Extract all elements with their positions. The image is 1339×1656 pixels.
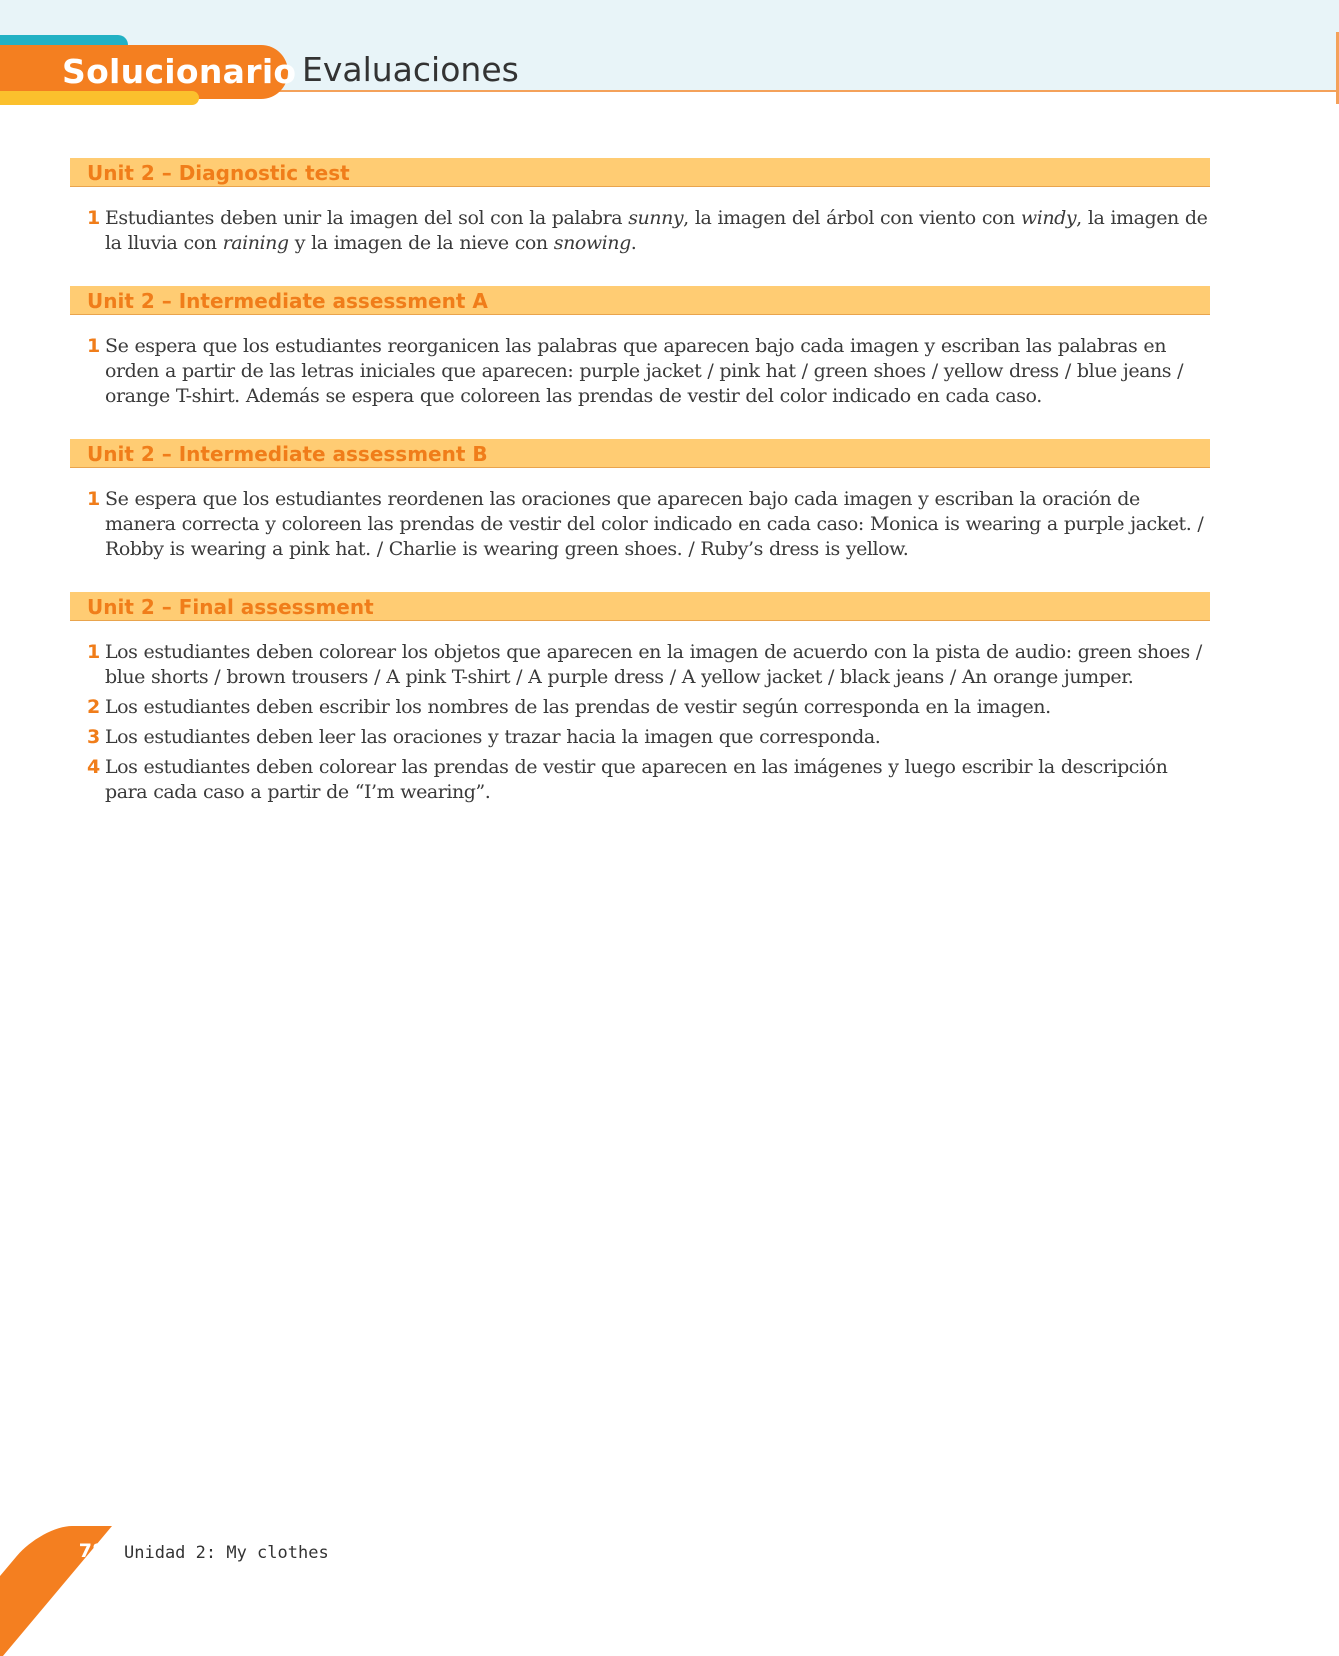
- answer-number: 2: [87, 696, 101, 718]
- unit-final-assessment: [70, 592, 1210, 805]
- answer-text: Se espera que los estudiantes reordenen las oraciones que aparecen bajo cada imagen y escriban la oración de manera correcta y coloreen las prendas de vestir del color indicado en cada caso: Monica is wearing a purple jacket. / Robby is wearing a pink hat. / Charlie is wearing green shoes. / Ruby’s dress is yellow.: [105, 488, 1204, 560]
- answer-item: [87, 640, 1210, 690]
- unit-heading: Unit 2 – Intermediate assessment B: [70, 439, 1210, 468]
- answer-text: Los estudiantes deben colorear los objetos que aparecen en la imagen de acuerdo con la pista de audio: green shoes / blue shorts / brown trousers / A pink T-shirt / A purple dress / A yellow jacket / black jeans / An orange jumper.: [105, 641, 1202, 688]
- unit-diagnostic-test: [70, 158, 1210, 256]
- answer-item: [87, 755, 1210, 805]
- answer-text: Los estudiantes deben colorear las prendas de vestir que aparecen en las imágenes y luego escribir la descripción para cada caso a partir de “I’m wearing”.: [105, 756, 1168, 803]
- answer-text: Estudiantes deben unir la imagen del sol con la palabra sunny, la imagen del árbol con viento con windy, la imagen de la lluvia con raining y la imagen de la nieve con snowing.: [105, 207, 1208, 254]
- unit-heading: Unit 2 – Diagnostic test: [70, 158, 1210, 187]
- unit-intermediate-assessment-b: [70, 439, 1210, 562]
- answer-item: [87, 695, 1210, 720]
- italic-term: raining: [222, 232, 289, 254]
- italic-term: snowing: [553, 232, 631, 254]
- answer-text: Los estudiantes deben escribir los nombres de las prendas de vestir según corresponda en la imagen.: [105, 696, 1051, 718]
- answer-item: [87, 487, 1210, 562]
- answer-key-content: [70, 158, 1210, 835]
- unit-intermediate-assessment-a: [70, 286, 1210, 409]
- answer-item: [87, 725, 1210, 750]
- answer-number: 4: [87, 756, 101, 778]
- answer-number: 1: [87, 335, 101, 357]
- answer-number: 1: [87, 488, 101, 510]
- page-number: 78: [78, 1540, 106, 1562]
- answer-item: [87, 206, 1210, 256]
- footer-unit-label: Unidad 2: My clothes: [124, 1543, 329, 1563]
- answer-number: 1: [87, 207, 101, 229]
- answer-text: Se espera que los estudiantes reorganicen las palabras que aparecen bajo cada imagen y escriban las palabras en orden a partir de las letras iniciales que aparecen: purple jacket / pink hat / green shoes / yellow dress / blue jeans / orange T-shirt. Además se espera que coloreen las prendas de vestir del color indicado en cada caso.: [105, 335, 1184, 407]
- answer-number: 3: [87, 726, 101, 748]
- brand-title: Solucionario: [62, 52, 297, 91]
- italic-term: sunny: [628, 207, 684, 229]
- answer-item: [87, 334, 1210, 409]
- section-title: Evaluaciones: [302, 50, 519, 89]
- italic-term: windy: [1020, 207, 1077, 229]
- answer-number: 1: [87, 641, 101, 663]
- answer-text: Los estudiantes deben leer las oraciones y trazar hacia la imagen que corresponda.: [105, 726, 881, 748]
- unit-heading: Unit 2 – Final assessment: [70, 592, 1210, 621]
- unit-heading: Unit 2 – Intermediate assessment A: [70, 286, 1210, 315]
